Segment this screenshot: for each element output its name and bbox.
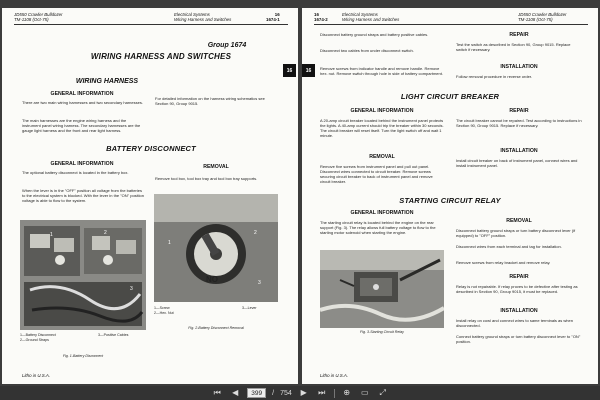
bd-general-info-heading: GENERAL INFORMATION	[50, 161, 114, 167]
lcb-repair-paragraph: The circuit breaker cannot be repaired. Test according to instructions in Section 90, Group 9015. Replace if necessary.	[456, 118, 582, 128]
fig1-legend-right: 3—Positive Cables	[98, 333, 129, 337]
scr-repair-paragraph: Relay is not repairable. If relay proves to be defective after testing as described in Section 90, Group 9015, it must be replaced.	[456, 284, 578, 294]
next-page-button[interactable]: ▶	[300, 388, 307, 397]
page-number-input[interactable]: 399	[247, 388, 266, 398]
section-tab: 16	[283, 64, 296, 77]
fig3-caption: Fig. 3-Starting Circuit Relay	[360, 330, 404, 334]
pdf-toolbar	[0, 386, 600, 400]
header-tm: TM-1108 (Oct-75)	[14, 17, 49, 23]
scr-removal-step-3: Remove screws from relay bracket and remove relay.	[456, 260, 551, 265]
wh-paragraph-1: There are two main wiring harnesses and two secondary harnesses.	[22, 100, 143, 105]
removal-photo	[154, 194, 278, 302]
group-label: Group 1674	[207, 42, 247, 49]
svg-text:NO: NO	[206, 275, 218, 284]
scr-removal-step-2: Disconnect wires from each terminal and tag for installation.	[456, 244, 562, 249]
header-number: 16	[274, 12, 280, 17]
battery-disconnect-photo	[20, 220, 146, 330]
svg-text:2: 2	[254, 230, 257, 236]
fig1-legend	[20, 333, 80, 342]
header-section: Electrical Systems	[174, 12, 210, 17]
repair-paragraph: Test the switch as described in Section 90, Group 9015. Replace switch if necessary.	[456, 42, 571, 52]
relay-photo-image	[320, 250, 444, 328]
fig2-legend-item: 2—Hex. Nut	[154, 310, 174, 315]
left-header-model	[14, 12, 63, 23]
header-subsection: Wiring Harness and Switches	[342, 17, 400, 23]
lcb-heading: LIGHT CIRCUIT BREAKER	[400, 92, 500, 101]
header-model: JD550 Crawler Bulldozer	[14, 12, 63, 17]
right-header-section	[342, 12, 399, 23]
fig1-caption: Fig. 1-Battery Disconnect	[62, 354, 104, 358]
fullscreen-icon[interactable]: ⤢	[379, 388, 386, 397]
battery-photo-image	[20, 220, 146, 330]
header-number: 16	[314, 12, 319, 17]
wiring-harness-heading: WIRING HARNESS	[75, 78, 139, 85]
repair-heading: REPAIR	[509, 32, 529, 38]
section-tab: 16	[302, 64, 315, 77]
scr-removal-step-1: Disconnect battery ground straps or turn battery disconnect lever (if equipped) to "OFF" position.	[456, 228, 576, 238]
header-tm: TM-1108 (Oct-75)	[518, 17, 553, 23]
right-header-page	[314, 12, 328, 23]
left-header-section	[174, 12, 231, 23]
svg-text:1: 1	[50, 232, 53, 238]
top-paragraph-3: Remove screws from indicator handle and remove handle. Remove hex. nut. Remove switch through hole in side of battery compartment.	[320, 66, 443, 76]
top-paragraph-1: Disconnect battery ground straps and battery positive cables.	[320, 32, 429, 37]
svg-text:1: 1	[168, 240, 171, 246]
battery-disconnect-heading: BATTERY DISCONNECT	[106, 144, 196, 153]
bd-paragraph-2: When the lever is in the "OFF" position all voltage from the batteries to the electrical system is blocked. With the lever in the "ON" position voltage is able to flow to the system.	[22, 188, 145, 203]
header-page-number: 1674-1	[266, 17, 280, 23]
header-rule	[314, 24, 588, 25]
header-subsection: Wiring Harness and Switches	[174, 17, 232, 23]
scr-general-info-heading: GENERAL INFORMATION	[350, 210, 414, 216]
zoom-icon[interactable]: ⊕	[343, 388, 351, 397]
fig2-legend	[154, 306, 214, 315]
lcb-removal-heading: REMOVAL	[369, 154, 395, 160]
svg-text:2: 2	[104, 230, 107, 236]
general-info-heading: GENERAL INFORMATION	[50, 91, 114, 97]
left-header-page	[266, 12, 280, 23]
removal-photo-image	[154, 194, 278, 302]
lcb-installation-paragraph: Install circuit breaker on back of instrument panel, connect wires and install instrument panel.	[456, 158, 578, 168]
scr-installation-heading: INSTALLATION	[500, 308, 538, 314]
bd-paragraph-1: The optional battery disconnect is located in the battery box.	[22, 170, 129, 175]
removal-paragraph: Remove tool box, tool box tray and tool box tray supports.	[155, 176, 258, 181]
removal-heading: REMOVAL	[203, 164, 229, 170]
last-page-button[interactable]: ⏭	[318, 388, 326, 397]
scr-removal-heading: REMOVAL	[506, 218, 532, 224]
scr-repair-heading: REPAIR	[509, 274, 529, 280]
total-pages: 754	[280, 389, 292, 397]
scr-heading: STARTING CIRCUIT RELAY	[399, 196, 501, 205]
previous-page-button[interactable]: ◀	[232, 388, 239, 397]
toolbar-separator	[334, 389, 335, 398]
header-model: JD550 Crawler Bulldozer	[518, 12, 567, 17]
top-paragraph-2: Disconnect two cables from under disconnect switch.	[320, 48, 414, 53]
right-header-model	[518, 12, 567, 23]
lcb-removal-paragraph: Remove five screws from instrument panel and pull out panel. Disconnect wires connected to circuit breaker. Remove screws securing circuit breaker to back of instrument panel and remove circuit breaker.	[320, 164, 433, 184]
fit-page-icon[interactable]: ▭	[360, 388, 369, 397]
header-rule	[14, 24, 288, 25]
scr-paragraph: The starting circuit relay is located behind the engine on the rear support (Fig. 3). The relay allows full battery voltage to flow to the starting motor solenoid when starting the engine.	[320, 220, 436, 235]
relay-photo	[320, 250, 444, 328]
lcb-installation-heading: INSTALLATION	[500, 148, 538, 154]
fig2-legend-item: 1—Screw	[154, 306, 170, 310]
page-title: WIRING HARNESS AND SWITCHES	[90, 52, 232, 61]
installation-paragraph: Follow removal procedure in reverse order.	[456, 74, 533, 79]
first-page-button[interactable]: ⏮	[213, 388, 221, 397]
header-section: Electrical Systems	[342, 12, 378, 17]
fig1-legend-item: 1—Battery Disconnect	[20, 333, 56, 337]
page-separator: /	[272, 389, 275, 397]
installation-heading: INSTALLATION	[500, 64, 538, 70]
right-page	[302, 8, 598, 384]
scr-installation-step-1: Install relay on cowl and connect wires to same terminals as when disconnected.	[456, 318, 573, 328]
fig2-legend-right: 3—Lever	[242, 306, 257, 310]
lcb-general-info-heading: GENERAL INFORMATION	[350, 108, 414, 114]
header-page-number: 1674-2	[314, 17, 328, 23]
fig2-caption: Fig. 2-Battery Disconnect Removal	[188, 326, 244, 330]
left-footer: Litho in U.S.A.	[22, 373, 51, 378]
left-page	[2, 8, 298, 384]
wh-paragraph-3: For detailed information on the harness wiring schematics see Section 90, Group 9015.	[155, 96, 265, 106]
wh-paragraph-2: The main harnesses are the engine wiring harness and the instrument panel wiring harness. The secondary harnesses are the gauge light harness and the front and rear light harness.	[22, 118, 141, 133]
scr-installation-step-2: Connect battery ground straps or turn battery disconnect lever to "ON" position.	[456, 334, 581, 344]
right-footer: Litho in U.S.A.	[320, 373, 349, 378]
fig1-legend-item: 2—Ground Straps	[20, 337, 49, 342]
lcb-paragraph: A 20-amp circuit breaker located behind the instrument panel protects the lights. A 40-amp current should trip the breaker within 30 seconds. The circuit breaker will reset itself. Turn the light switch off and wait 1 minute.	[320, 118, 444, 138]
lcb-repair-heading: REPAIR	[509, 108, 529, 114]
svg-text:3: 3	[130, 286, 133, 292]
svg-text:3: 3	[258, 280, 261, 286]
